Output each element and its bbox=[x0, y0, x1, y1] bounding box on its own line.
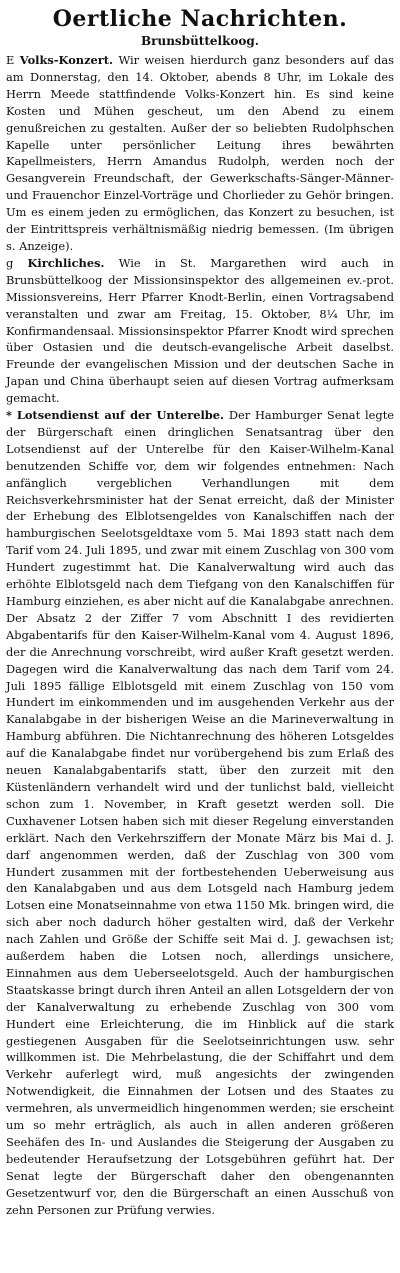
section-headline: Oertliche Nachrichten. bbox=[52, 6, 348, 32]
article-title: Volks-Konzert. bbox=[19, 53, 114, 67]
article-title: Kirchliches. bbox=[27, 255, 105, 270]
article-body: Wir weisen hierdurch ganz besonders auf das am Donnerstag, den 14. Oktober, abends 8 Uhr, im Lokale des Herrn Meede stattfindende Volks-Konzert hin. Es sind keine Kosten und Mühen gescheut, um den Abend zu einem genußreichen zu gestalten. Außer der so beliebten Rudolphschen Kapelle unter persönlicher Leitung ihres bewährten Kapellmeisters, Herrn Amandus Rudolph, werden noch der Gesangverein Freundschaft, der Gewerkschafts-Sänger-Männer- und Frauenchor Einzel-Vorträge und Chorlieder zu Gehör bringen. Um es einem jeden zu ermöglichen, das Konzert zu besuchen, ist der Eintrittspreis verhältnismäßig niedrig bemessen. (Im übrigen s. Anzeige). bbox=[6, 53, 394, 253]
place-heading: Brunsbüttelkoog. bbox=[141, 34, 259, 48]
article-volks-konzert bbox=[6, 52, 394, 255]
article-body: Wie in St. Margarethen wird auch in Brunsbüttelkoog der Missionsinspektor des allgemeinen ev.-prot. Missionsvereins, Herr Pfarrer Knodt-Berlin, einen Vortragsabend veranstalten und zwar am Freitag, 15. Oktober, 8¼ Uhr, im Konfirmandensaal. Missionsinspektor Pfarrer Knodt wird sprechen über Ostasien und die deutsch-evangelische Arbeit daselbst. Freunde der evangelischen Mission und der deutschen Sache in Japan und China überhaupt seien auf diesen Vortrag aufmerksam gemacht. bbox=[6, 255, 394, 406]
article-marker: g bbox=[6, 255, 14, 270]
article-marker: E bbox=[6, 53, 15, 67]
article-marker: * bbox=[6, 408, 12, 423]
article-title: Lotsendienst auf der Unterelbe. bbox=[16, 408, 224, 423]
article-kirchliches bbox=[6, 255, 394, 407]
article-lotsendienst bbox=[6, 407, 394, 1219]
article-body: Der Hamburger Senat legte der Bürgerschaft einen dringlichen Senatsantrag über den Lotsendienst auf der Unterelbe für den Kaiser-Wilhelm-Kanal benutzenden Schiffe vor, dem wir folgendes entnehmen: Nach anfänglich vergeblichen Verhandlungen mit dem Reichsverkehrsminister hat der Senat erreicht, daß der Minister der Erhebung des Elblotsengeldes von Kanalschiffen nach der hamburgischen Seelotsgeldtaxe vom 5. Mai 1893 statt nach dem Tarif vom 24. Juli 1895, und zwar mit einem Zuschlag von 300 vom Hundert zugestimmt hat. Die Kanalverwaltung wird auch das erhöhte Elblotsgeld nach dem Tiefgang von den Kanalschiffen für Hamburg einziehen, es aber nicht auf die Kanalabgabe anrechnen. Der Absatz 2 der Ziffer 7 vom Abschnitt I des revidierten Abgabentarifs für den Kaiser-Wilhelm-Kanal vom 4. August 1896, der die Anrechnung vorschreibt, wird außer Kraft gesetzt werden. Dagegen wird die Kanalverwaltung das nach dem Tarif vom 24. Juli 1895 fällige Elblotsgeld mit einem Zuschlag von 150 vom Hundert im einkommenden und im ausgehenden Verkehr aus der Kanalabgabe in der bisherigen Weise an die Marineverwaltung in Hamburg abführen. Die Nichtanrechnung des höheren Lotsgeldes auf die Kanalabgabe findet nur vorübergehend bis zum Erlaß des neuen Kanalabgabentarifs statt, über den zurzeit mit den Küstenländern verhandelt wird und der tunlichst bald, vielleicht schon zum 1. November, in Kraft gesetzt werden soll. Die Cuxhavener Lotsen haben sich mit dieser Regelung einverstanden erklärt. Nach den Verkehrsziffern der Monate März bis Mai d. J. darf angenommen werden, daß der Zuschlag von 300 vom Hundert zusammen mit der fortbestehenden Ueberweisung aus den Kanalabgaben und aus dem Lotsgeld nach Hamburg jedem Lotsen eine Monatseinnahme von etwa 1150 Mk. bringen wird, die sich aber noch dadurch höher gestalten wird, daß der Verkehr nach Zahlen und Größe der Schiffe seit Mai d. J. gewachsen ist; außerdem haben die Lotsen noch, allerdings unsichere, Einnahmen aus dem Ueberseelotsgeld. Auch der hamburgischen Staatskasse bringt durch ihren Anteil an allen Lotsgeldern der von der Kanalverwaltung zu erhebende Zuschlag von 300 vom Hundert eine Erleichterung, die im Hinblick auf die stark gestiegenen Ausgaben für die Seelotseinrichtungen usw. sehr willkommen ist. Die Mehrbelastung, die der Schiffahrt und dem Verkehr auferlegt wird, muß angesichts der zwingenden Notwendigkeit, die Einnahmen der Lotsen und des Staates zu vermehren, als unvermeidlich hingenommen werden; sie erscheint um so mehr erträglich, als auch in allen anderen größeren Seehäfen des In- und Auslandes die Steigerung der Ausgaben zu bedeutender Heraufsetzung der Lotsgebühren geführt hat. Der Senat legte der Bürgerschaft daher den obengenannten Gesetzentwurf vor, den die Bürgerschaft an einen Ausschuß von zehn Personen zur Prüfung verwies. bbox=[6, 408, 395, 1217]
